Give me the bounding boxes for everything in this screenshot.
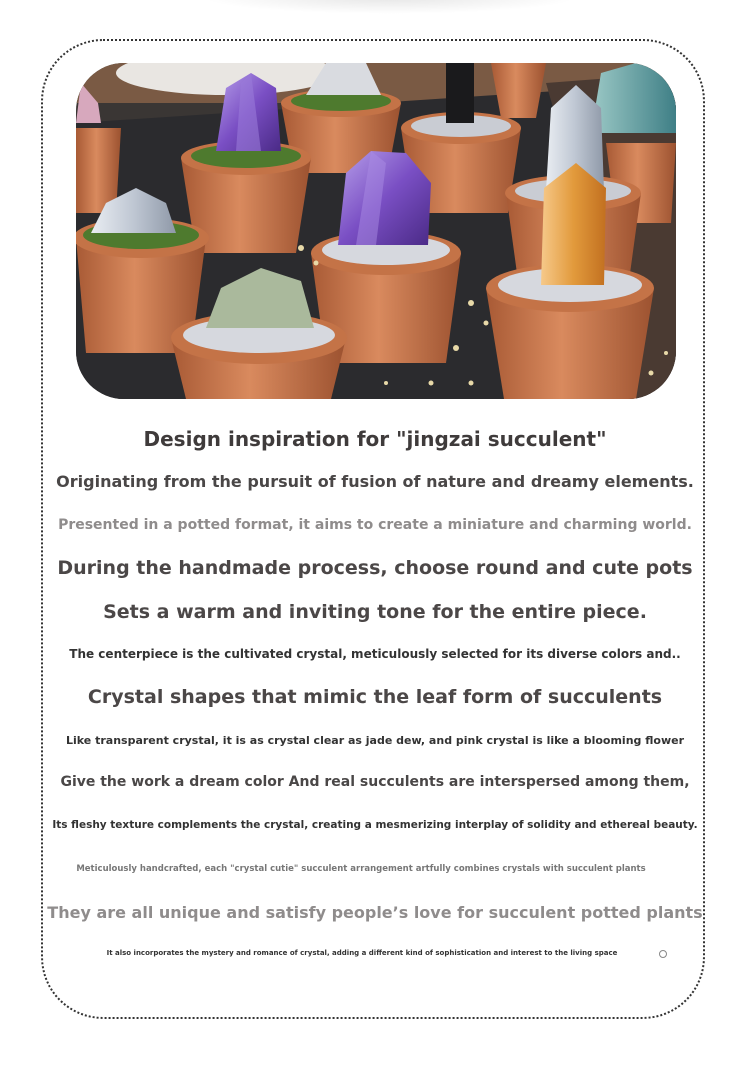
paragraph-line-12: It also incorporates the mystery and romance of crystal, adding a different kind of sophistication and interest to the living space xyxy=(106,949,618,957)
paragraph-line-4: Sets a warm and inviting tone for the entire piece. xyxy=(103,601,647,623)
paragraph-line-11: They are all unique and satisfy people’s love for succulent potted plants xyxy=(47,903,703,922)
hero-image xyxy=(76,63,676,399)
crystal-pots-illustration xyxy=(76,63,676,399)
paragraph-line-10: Meticulously handcrafted, each "crystal cutie" succulent arrangement artfully combines crystals with succulent plants xyxy=(76,864,646,874)
top-shadow xyxy=(200,0,580,14)
paragraph-line-3: During the handmade process, choose round and cute pots xyxy=(57,557,693,579)
article-title: Design inspiration for "jingzai succulent" xyxy=(143,427,607,451)
paragraph-line-6: Crystal shapes that mimic the leaf form of succulents xyxy=(87,686,663,708)
end-circle-icon xyxy=(659,950,667,958)
paragraph-line-7: Like transparent crystal, it is as crystal clear as jade dew, and pink crystal is like a blooming flower xyxy=(66,734,684,747)
paragraph-line-1: Originating from the pursuit of fusion of nature and dreamy elements. xyxy=(56,472,694,491)
paragraph-line-8: Give the work a dream color And real succulents are interspersed among them, xyxy=(60,774,690,790)
paragraph-line-5: The centerpiece is the cultivated crystal, meticulously selected for its diverse colors and.. xyxy=(69,647,681,661)
paragraph-line-9: Its fleshy texture complements the crystal, creating a mesmerizing interplay of solidity and ethereal beauty. xyxy=(52,819,698,831)
paragraph-line-2: Presented in a potted format, it aims to create a miniature and charming world. xyxy=(58,517,692,533)
